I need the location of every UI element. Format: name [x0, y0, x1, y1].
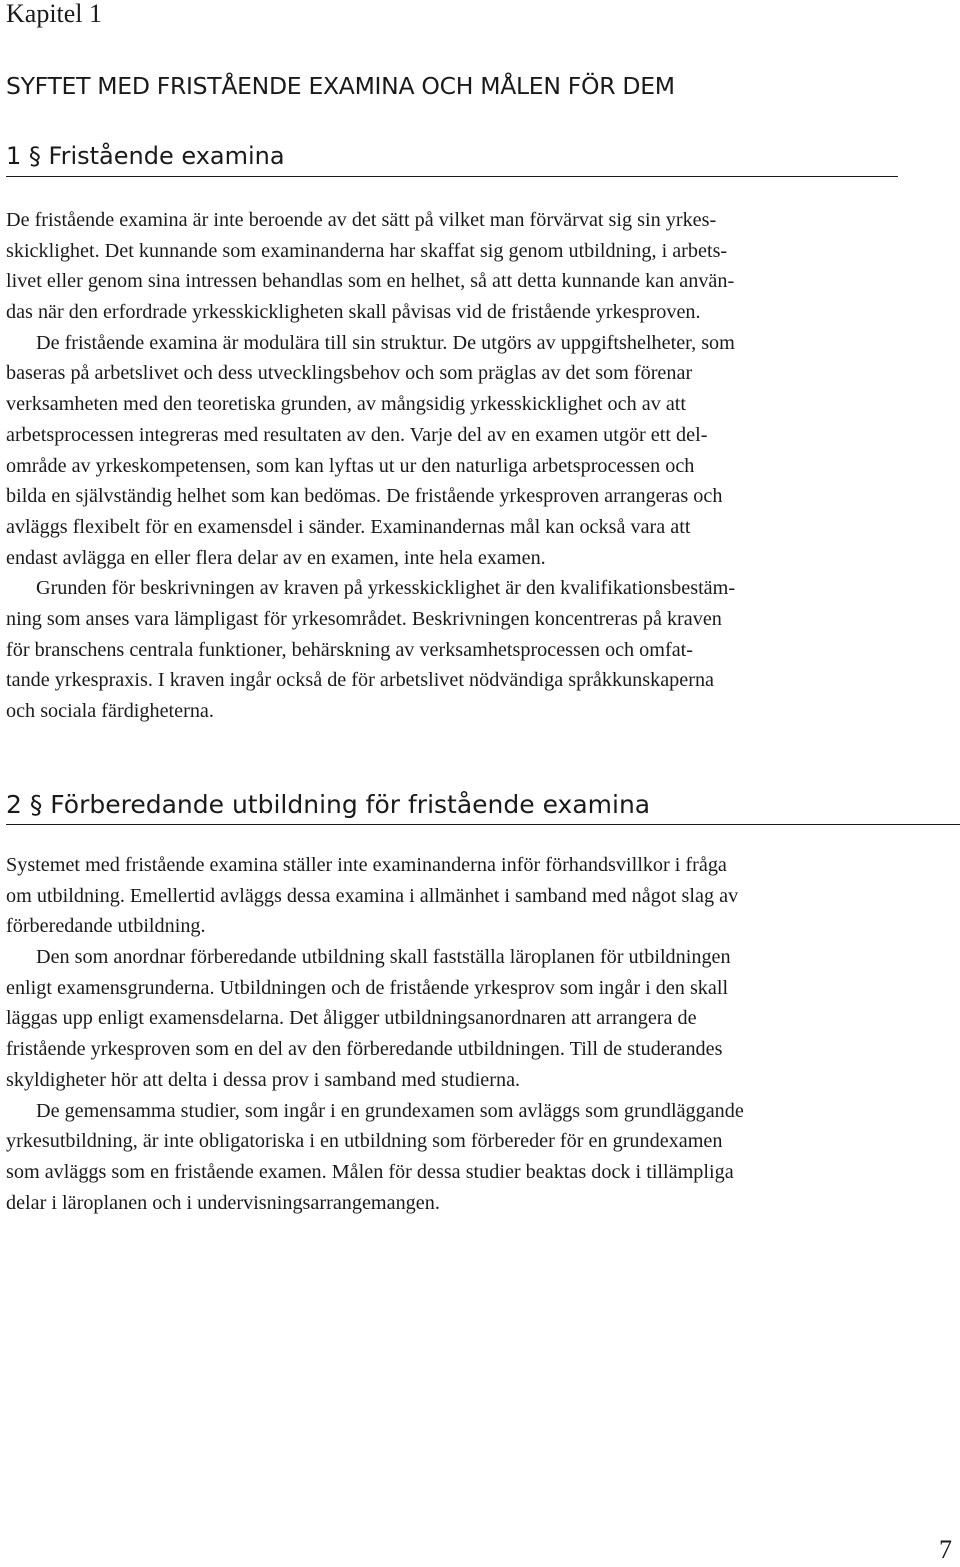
text-line: förberedande utbildning. [6, 915, 206, 938]
section-1-heading: 1 § Fristående examina [6, 142, 285, 170]
text-line: tande yrkespraxis. I kraven ingår också de för arbetslivet nödvändiga språkkunskaperna [6, 669, 714, 692]
text-line: avläggs flexibelt för en examensdel i sänder. Examinandernas mål kan också vara att [6, 515, 691, 538]
text-line: ning som anses vara lämpligast för yrkesområdet. Beskrivningen koncentreras på kraven [6, 607, 722, 630]
text-line: livet eller genom sina intressen behandlas som en helhet, så att detta kunnande kan använ- [6, 270, 735, 293]
page-title: SYFTET MED FRISTÅENDE EXAMINA OCH MÅLEN FÖR DEM [6, 72, 675, 100]
section-1-divider [6, 176, 898, 177]
text-line: yrkesutbildning, är inte obligatoriska i en utbildning som förbereder för en grundexamen [6, 1130, 723, 1153]
text-line: som avläggs som en fristående examen. Målen för dessa studier beaktas dock i tillämpliga [6, 1160, 734, 1183]
text-line: skicklighet. Det kunnande som examinanderna har skaffat sig genom utbildning, i arbets- [6, 239, 728, 262]
text-line: område av yrkeskompetensen, som kan lyftas ut ur den naturliga arbetsprocessen och [6, 454, 695, 477]
chapter-label: Kapitel 1 [6, 0, 103, 28]
text-line: fristående yrkesproven som en del av den förberedande utbildningen. Till de studerandes [6, 1038, 723, 1061]
section-2-heading: 2 § Förberedande utbildning för fristående examina [6, 790, 651, 819]
text-line: arbetsprocessen integreras med resultaten av den. Varje del av en examen utgör ett del- [6, 423, 708, 446]
text-line: Grunden för beskrivningen av kraven på yrkesskicklighet är den kvalifikationsbestäm- [36, 577, 736, 600]
text-line: och sociala färdigheterna. [6, 700, 214, 722]
page-number: 7 [939, 1535, 952, 1564]
text-line: De fristående examina är modulära till sin struktur. De utgörs av uppgiftshelheter, som [36, 331, 735, 354]
text-line: baseras på arbetslivet och dess utvecklingsbehov och som präglas av det som förenar [6, 362, 693, 385]
text-line: skyldigheter hör att delta i dessa prov i samband med studierna. [6, 1068, 521, 1091]
section-2-body [6, 850, 744, 1218]
section-1-body [6, 205, 735, 727]
text-line: das när den erfordrade yrkesskickligheten skall påvisas vid de fristående yrkesproven. [6, 301, 701, 324]
text-line: delar i läroplanen och i undervisningsarrangemangen. [6, 1191, 440, 1214]
text-line: bilda en självständig helhet som kan bedömas. De fristående yrkesproven arrangeras och [6, 485, 723, 508]
text-line: Den som anordnar förberedande utbildning skall fastställa läroplanen för utbildningen [36, 946, 731, 969]
text-line: för branschens centrala funktioner, behärskning av verksamhetsprocessen och omfat- [6, 638, 693, 661]
section-2-divider [6, 824, 960, 825]
text-line: endast avlägga en eller flera delar av en examen, inte hela examen. [6, 546, 546, 569]
text-line: enligt examensgrunderna. Utbildningen och de fristående yrkesprov som ingår i den skall [6, 976, 729, 999]
text-line: verksamheten med den teoretiska grunden, av mångsidig yrkesskicklighet och av att [6, 393, 687, 416]
text-line: läggas upp enligt examensdelarna. Det åligger utbildningsanordnaren att arrangera de [6, 1007, 697, 1030]
text-line: om utbildning. Emellertid avläggs dessa examina i allmänhet i samband med något slag av [6, 884, 739, 907]
text-line: Systemet med fristående examina ställer inte examinanderna inför förhandsvillkor i fråga [6, 854, 727, 876]
text-line: De fristående examina är inte beroende av det sätt på vilket man förvärvat sig sin yrkes- [6, 209, 717, 231]
text-line: De gemensamma studier, som ingår i en grundexamen som avläggs som grundläggande [36, 1099, 744, 1122]
